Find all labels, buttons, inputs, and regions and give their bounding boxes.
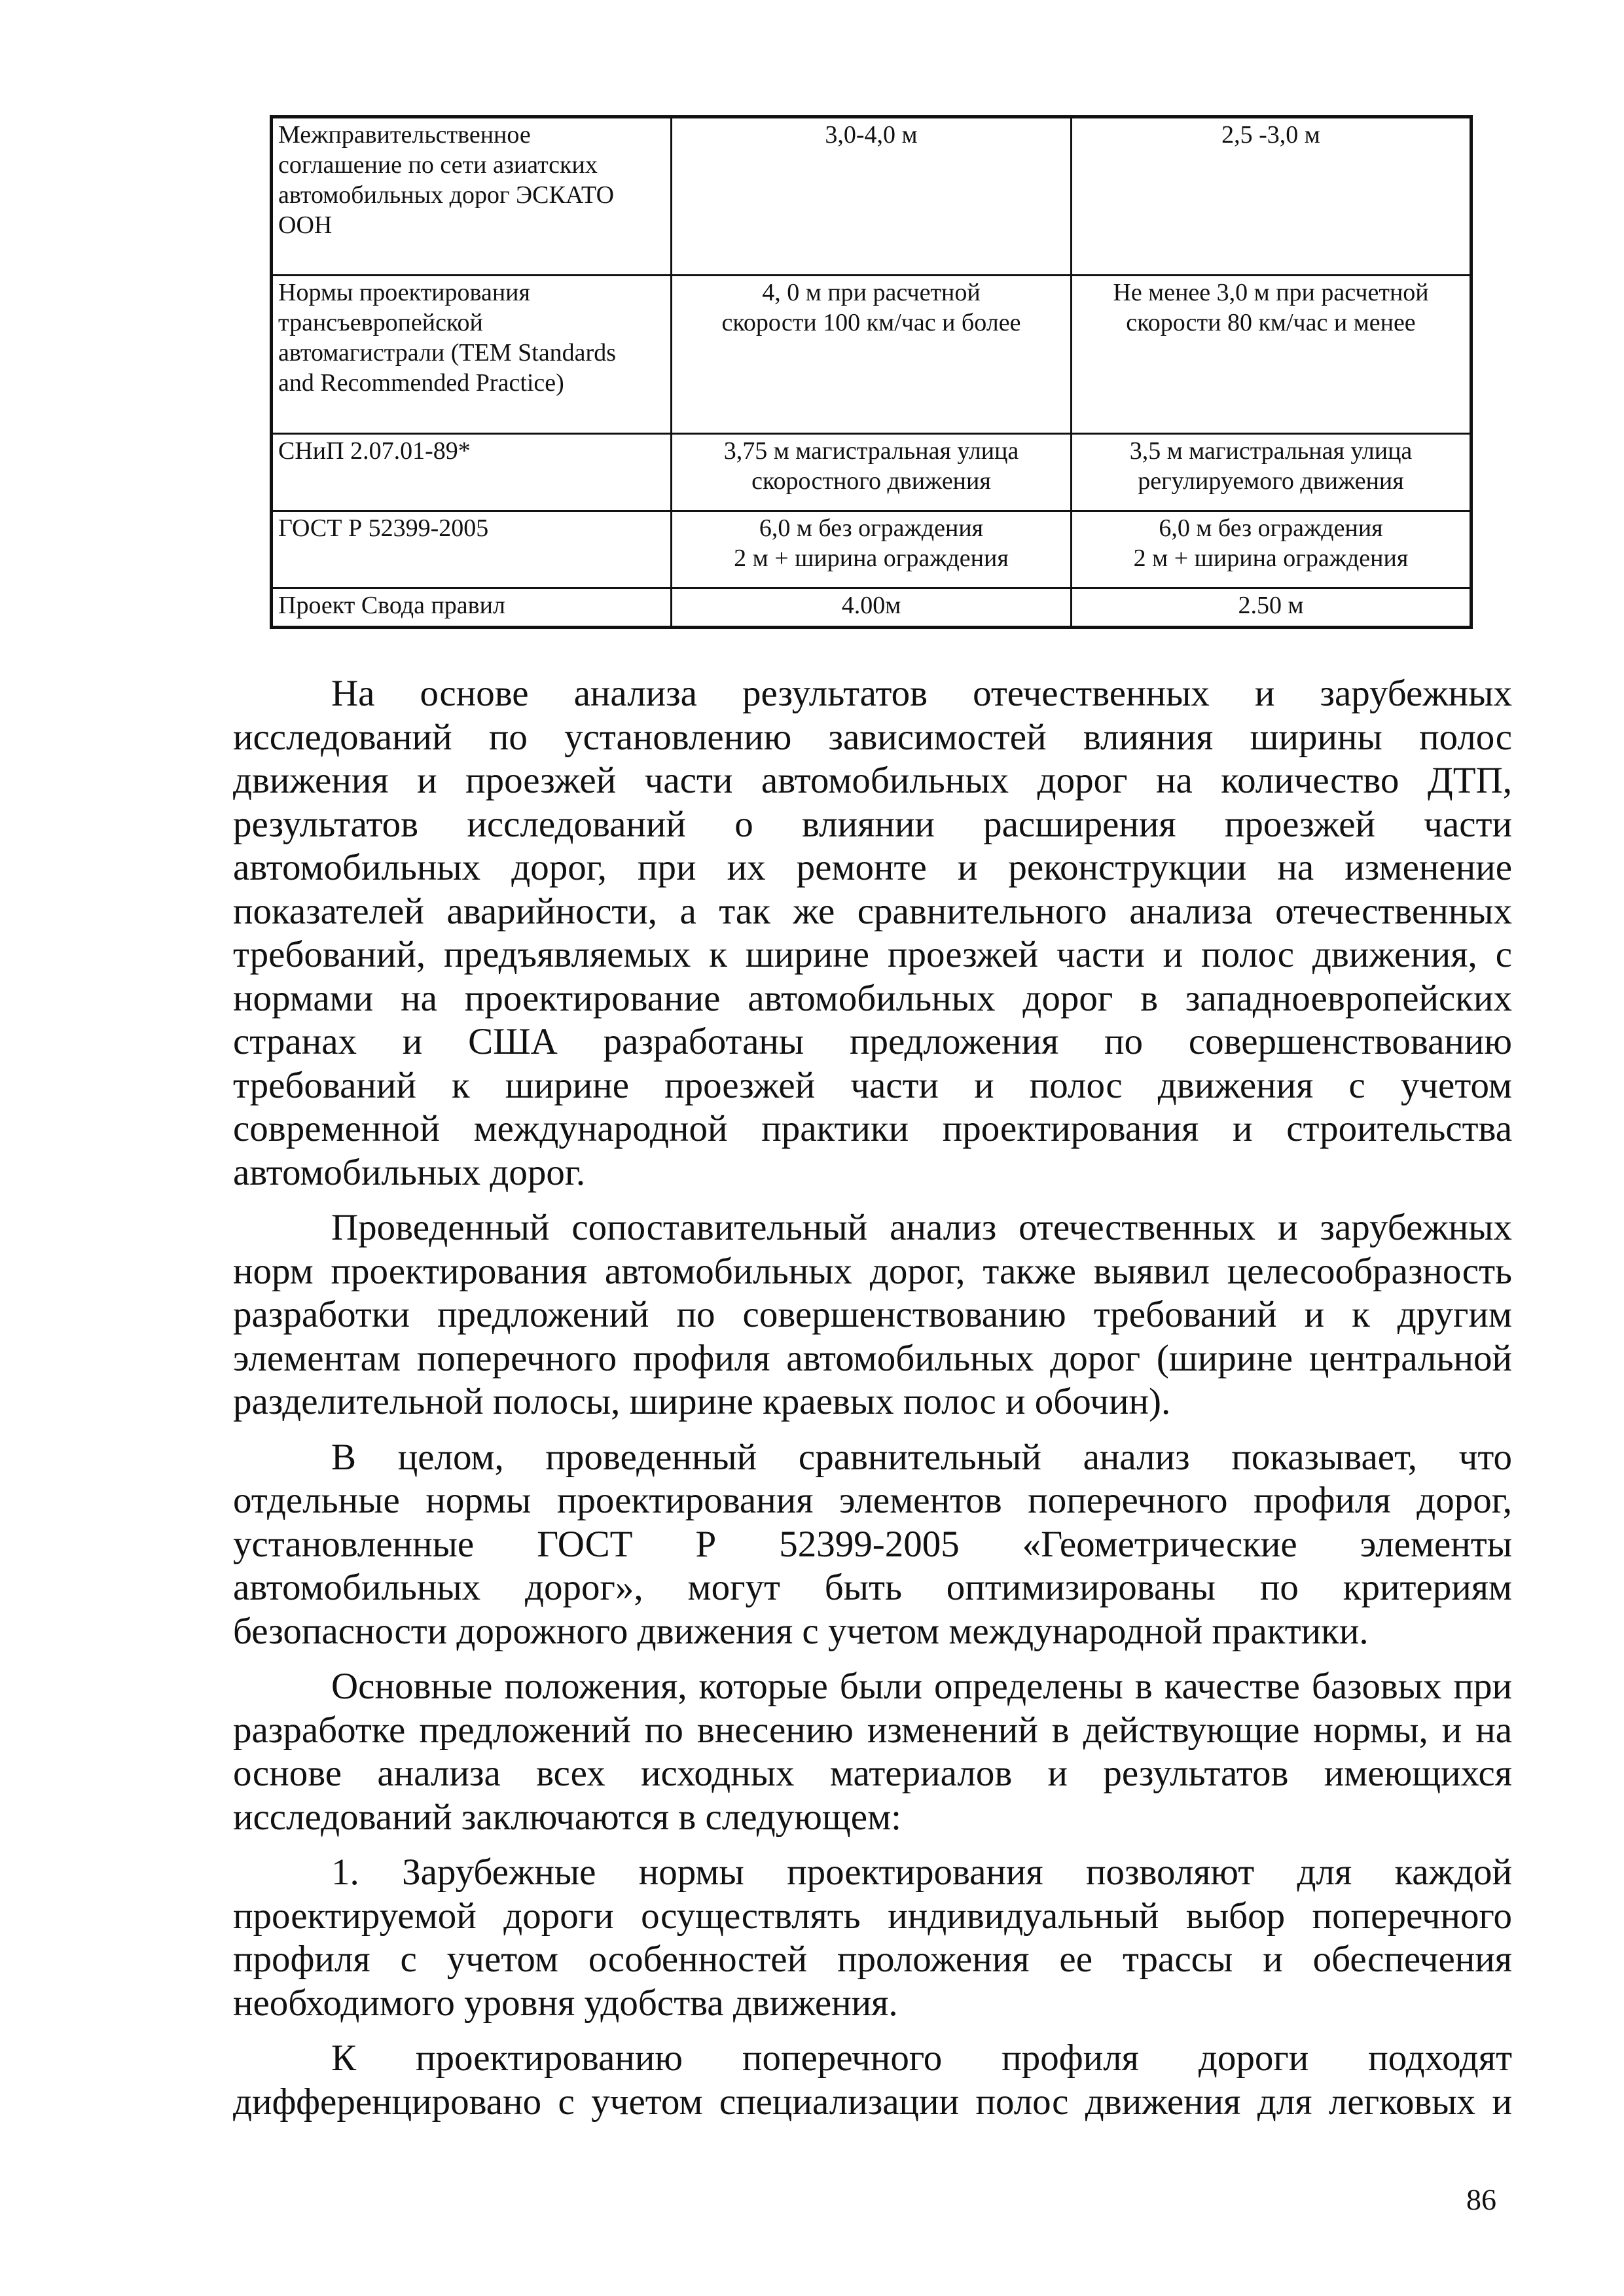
table-cell-source: Межправительственное соглашение по сети азиатских автомобильных дорог ЭСКАТО ООН <box>272 117 672 276</box>
paragraph: К проектированию поперечного профиля дороги подходят дифференцировано с учетом специализации полос движения для легковых и <box>233 2037 1512 2123</box>
lane-width-norms-table <box>270 115 1473 629</box>
body-text <box>233 672 1512 2136</box>
table-cell-value-1: 4.00м <box>672 588 1072 628</box>
table-cell-value-2: 3,5 м магистральная улица регулируемого движения <box>1072 434 1471 511</box>
list-item: 1. Зарубежные нормы проектирования позволяют для каждой проектируемой дороги осуществлять индивидуальный выбор поперечного профиля с учетом особенностей проложения ее трассы и обеспечения необходимого уровня удобства движения. <box>233 1852 1512 2024</box>
table-cell-source: Проект Свода правил <box>272 588 672 628</box>
table-cell-value-1: 4, 0 м при расчетной скорости 100 км/час и более <box>672 276 1072 434</box>
table-cell-value-2: 2.50 м <box>1072 588 1471 628</box>
paragraph: В целом, проведенный сравнительный анализ показывает, что отдельные нормы проектирования элементов поперечного профиля дорог, установленные ГОСТ Р 52399-2005 «Геометрические элементы автомобильных дорог», могут быть оптимизированы по критериям безопасности дорожного движения с учетом международной практики. <box>233 1436 1512 1652</box>
table-cell-source: СНиП 2.07.01-89* <box>272 434 672 511</box>
table-row <box>272 434 1471 511</box>
table-cell-value-1: 6,0 м без ограждения 2 м + ширина ограждения <box>672 511 1072 588</box>
page-number: 86 <box>1466 2183 1496 2216</box>
table-cell-value-2: 2,5 -3,0 м <box>1072 117 1471 276</box>
paragraph: На основе анализа результатов отечественных и зарубежных исследований по установлению зависимостей влияния ширины полос движения и проезжей части автомобильных дорог на количество ДТП, результатов исследований о влиянии расширения проезжей части автомобильных дорог, при их ремонте и реконструкции на изменение показателей аварийности, а так же сравнительного анализа отечественных требований, предъявляемых к ширине проезжей части и полос движения, с нормами на проектирование автомобильных дорог в западноевропейских странах и США разработаны предложения по совершенствованию требований к ширине проезжей части и полос движения с учетом современной международной практики проектирования и строительства автомобильных дорог. <box>233 673 1512 1193</box>
paragraph: Основные положения, которые были определены в качестве базовых при разработке предложений по внесению изменений в действующие нормы, и на основе анализа всех исходных материалов и результатов имеющихся исследований заключаются в следующем: <box>233 1666 1512 1838</box>
table-row <box>272 511 1471 588</box>
table-cell-source: ГОСТ Р 52399-2005 <box>272 511 672 588</box>
table-row <box>272 588 1471 628</box>
table-row <box>272 117 1471 276</box>
paragraph: Проведенный сопоставительный анализ отечественных и зарубежных норм проектирования автомобильных дорог, также выявил целесообразность разработки предложений по совершенствованию требований и к другим элементам поперечного профиля автомобильных дорог (ширине центральной разделительной полосы, ширине краевых полос и обочин). <box>233 1207 1512 1422</box>
table-cell-value-1: 3,75 м магистральная улица скоростного движения <box>672 434 1072 511</box>
table-row <box>272 276 1471 434</box>
table-cell-value-2: 6,0 м без ограждения 2 м + ширина ограждения <box>1072 511 1471 588</box>
table-cell-value-1: 3,0-4,0 м <box>672 117 1072 276</box>
table-cell-source: Нормы проектирования трансъевропейской автомагистрали (TEM Standards and Recommended Practice) <box>272 276 672 434</box>
table-cell-value-2: Не менее 3,0 м при расчетной скорости 80 км/час и менее <box>1072 276 1471 434</box>
